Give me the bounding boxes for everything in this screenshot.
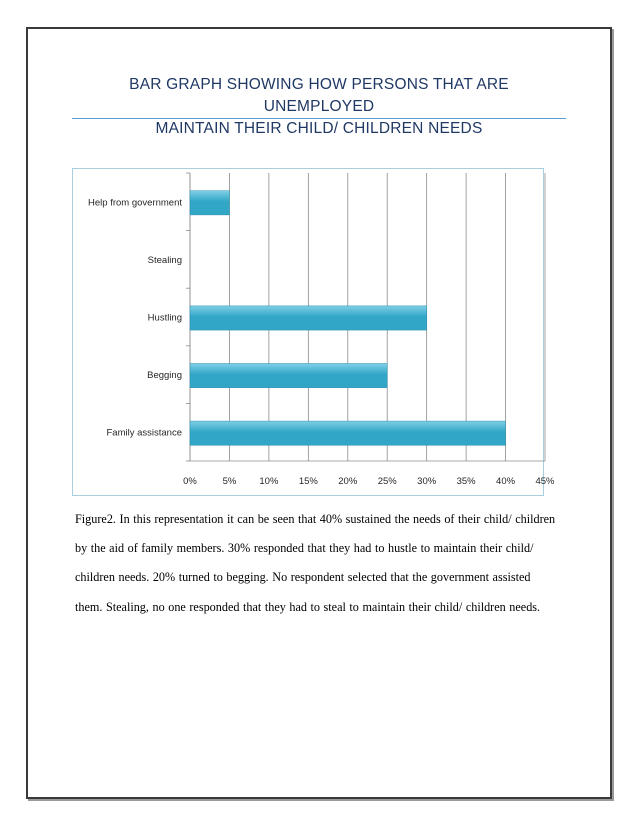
- x-tick-label: 15%: [298, 476, 318, 487]
- x-tick-label: 35%: [456, 476, 476, 487]
- bar: [190, 191, 229, 215]
- x-tick-label: 20%: [338, 476, 358, 487]
- bar: [190, 421, 506, 445]
- caption-line-2: by the aid of family members. 30% responded that they had to hustle to maintain their child/: [75, 541, 534, 556]
- chart-title-line-2: MAINTAIN THEIR CHILD/ CHILDREN NEEDS: [155, 120, 483, 137]
- x-tick-label: 5%: [222, 476, 237, 487]
- figure-caption: [75, 505, 575, 622]
- x-tick-label: 40%: [496, 476, 516, 487]
- category-label: Hustling: [147, 312, 182, 324]
- chart-title: [72, 74, 566, 140]
- caption-line-3: children needs. 20% turned to begging. No respondent selected that the government assisted: [75, 570, 531, 585]
- x-tick-label: 25%: [377, 476, 397, 487]
- bar: [190, 306, 427, 330]
- bar-chart: [73, 169, 555, 497]
- category-label: Help from government: [88, 197, 182, 209]
- caption-line-1: Figure2. In this representation it can be seen that 40% sustained the needs of their child/ children: [75, 512, 556, 526]
- category-label: Stealing: [147, 254, 182, 266]
- chart-title-line-1: BAR GRAPH SHOWING HOW PERSONS THAT ARE UNEMPLOYED: [129, 76, 509, 115]
- category-label: Family assistance: [106, 427, 182, 439]
- bar: [190, 364, 387, 388]
- x-tick-label: 30%: [417, 476, 437, 487]
- caption-line-4: them. Stealing, no one responded that they had to steal to maintain their child/ children needs.: [75, 599, 541, 614]
- x-tick-label: 10%: [259, 476, 279, 487]
- category-label: Begging: [147, 370, 182, 382]
- title-underline: [72, 118, 566, 119]
- chart-frame: [72, 168, 555, 496]
- x-tick-label: 45%: [535, 476, 555, 487]
- x-tick-label: 0%: [183, 476, 197, 487]
